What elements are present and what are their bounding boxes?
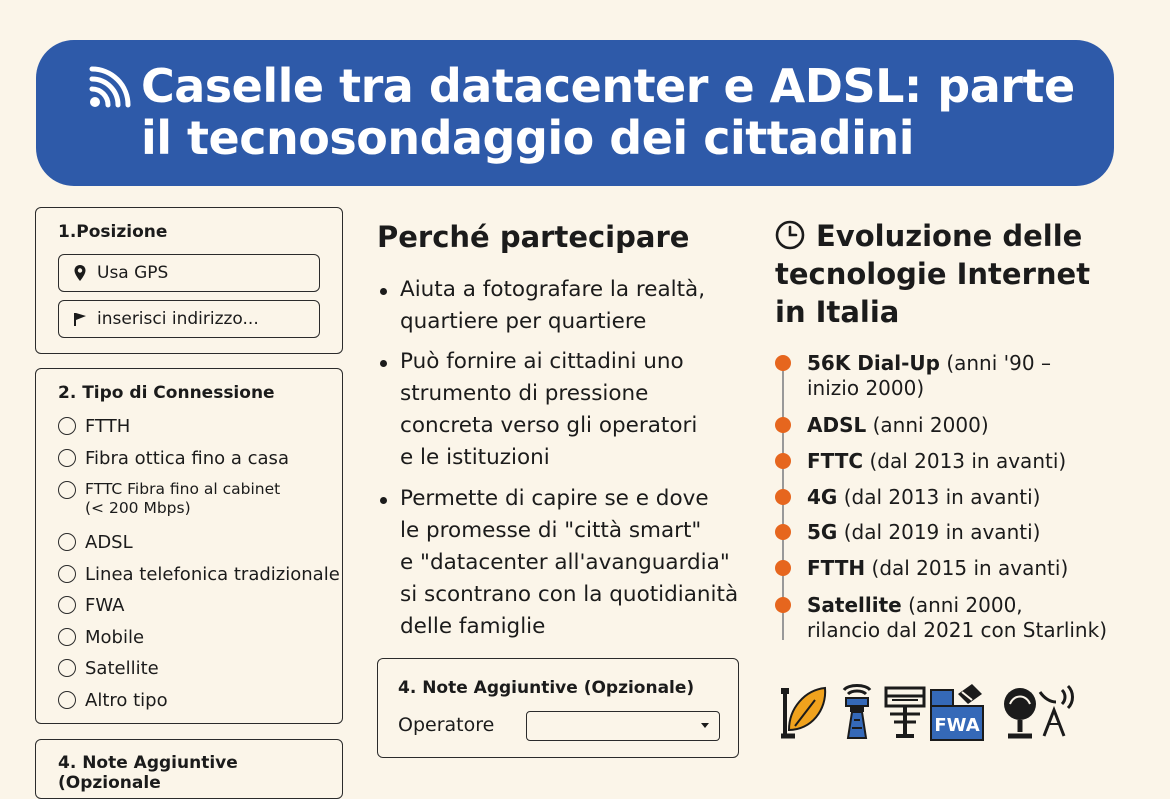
position-title: 1.Posizione xyxy=(58,222,168,242)
timeline-item: 5G (dal 2019 in avanti) xyxy=(775,520,1135,545)
radio-button[interactable] xyxy=(58,481,76,499)
radio-option[interactable]: Linea telefonica tradizionale xyxy=(58,564,340,585)
radio-option[interactable]: Fibra ottica fino a casa xyxy=(58,448,289,469)
bullet-dot xyxy=(380,497,387,504)
timeline-item: ADSL (anni 2000) xyxy=(775,413,1135,438)
timeline-dot xyxy=(775,489,791,505)
connection-card xyxy=(35,368,343,724)
radio-button[interactable] xyxy=(58,596,76,614)
connection-title: 2. Tipo di Connessione xyxy=(58,383,275,403)
header-banner xyxy=(36,40,1114,186)
page-title: Caselle tra datacenter e ADSL: parte il tecnosondaggio dei cittadini xyxy=(141,59,1075,165)
operator-label: Operatore xyxy=(398,714,495,736)
map-pin-icon xyxy=(71,264,89,282)
timeline-item: FTTC (dal 2013 in avanti) xyxy=(775,449,1135,474)
radio-option[interactable]: Mobile xyxy=(58,627,144,648)
flag-icon xyxy=(71,310,89,328)
position-card xyxy=(35,207,343,354)
radio-option[interactable]: FTTC Fibra fino al cabinet (< 200 Mbps) xyxy=(58,480,280,518)
timeline-dot xyxy=(775,453,791,469)
radio-button[interactable] xyxy=(58,691,76,709)
timeline-dot xyxy=(775,560,791,576)
radio-option[interactable]: Altro tipo xyxy=(58,690,168,711)
evolution-title: Evoluzione delle tecnologie Internet in Italia xyxy=(775,219,1091,329)
radio-option[interactable]: Satellite xyxy=(58,658,159,679)
timeline-item: Satellite (anni 2000, rilancio dal 2021 con Starlink) xyxy=(775,593,1135,643)
radio-option[interactable]: ADSL xyxy=(58,532,133,553)
notes-card xyxy=(377,658,739,758)
bullet-dot xyxy=(380,360,387,367)
radio-button[interactable] xyxy=(58,565,76,583)
bullet-dot xyxy=(380,288,387,295)
timeline-dot xyxy=(775,597,791,613)
address-placeholder: inserisci indirizzo... xyxy=(97,309,259,329)
timeline-dot xyxy=(775,524,791,540)
chevron-down-icon xyxy=(701,723,709,728)
notes-title-left: 4. Note Aggiuntive (Opzionale xyxy=(58,753,238,793)
radio-button[interactable] xyxy=(58,533,76,551)
timeline-item: 4G (dal 2013 in avanti) xyxy=(775,485,1135,510)
satellite-dish-icon xyxy=(775,680,829,742)
address-input[interactable] xyxy=(58,300,320,338)
radio-button[interactable] xyxy=(58,628,76,646)
fwa-router-icon xyxy=(928,680,986,742)
list-item: Permette di capire se e dove le promesse di "città smart" e "datacenter all'avanguardia" si scontrano con la quotidianità delle famiglie xyxy=(378,483,748,643)
radio-option[interactable]: FWA xyxy=(58,595,124,616)
radio-button[interactable] xyxy=(58,449,76,467)
satellite-receiver-icon xyxy=(1000,680,1080,742)
use-gps-label: Usa GPS xyxy=(97,263,169,283)
radio-button[interactable] xyxy=(58,417,76,435)
radio-button[interactable] xyxy=(58,659,76,677)
signal-icon xyxy=(88,65,132,109)
timeline-dot xyxy=(775,355,791,371)
fwa-label: FWA xyxy=(934,715,980,736)
list-item: Aiuta a fotografare la realtà, quartiere per quartiere xyxy=(378,274,748,338)
timeline-item: 56K Dial-Up (anni '90 – inizio 2000) xyxy=(775,351,1135,401)
antenna-tower-icon xyxy=(830,680,884,742)
cabinet-icon xyxy=(878,680,932,742)
list-item: Può fornire ai cittadini uno strumento di pressione concreta verso gli operatori e le istituzioni xyxy=(378,346,748,474)
timeline-dot xyxy=(775,417,791,433)
why-title: Perché partecipare xyxy=(377,220,690,254)
use-gps-button[interactable] xyxy=(58,254,320,292)
timeline-item: FTTH (dal 2015 in avanti) xyxy=(775,556,1135,581)
notes-card-left xyxy=(35,739,343,799)
radio-option[interactable]: FTTH xyxy=(58,416,130,437)
notes-title: 4. Note Aggiuntive (Opzionale) xyxy=(398,678,695,698)
operator-select[interactable] xyxy=(526,711,720,741)
